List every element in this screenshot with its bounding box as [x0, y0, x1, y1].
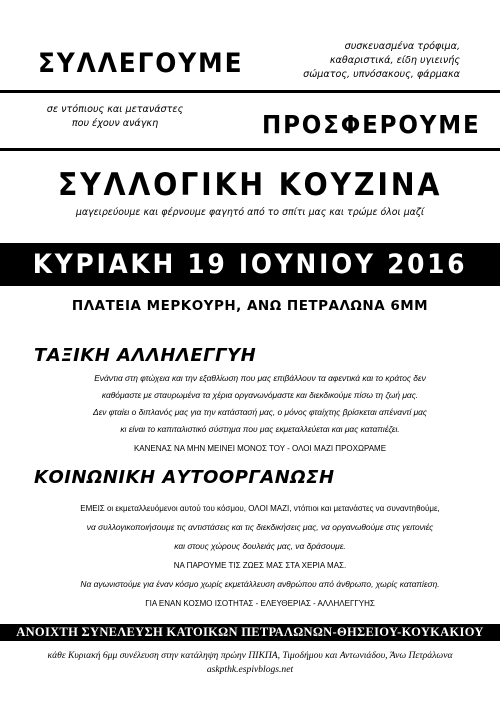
- solidarity-line-1: Ενάντια στη φτώχεια και την εξαθλίωση που μας επιβάλλουν τα αφεντικά και το κράτος δεν: [94, 373, 426, 383]
- selforg-line-2: να συλλογικοποιήσουμε τις αντιστάσεις και τις διεκδικήσεις μας, να οργανωθούμε στις γειτονιές: [86, 522, 434, 532]
- collect-items-line-3: σώματος, υπνόσακους, φάρμακα: [303, 69, 460, 80]
- solidarity-body: [30, 370, 490, 457]
- offer-recipients: [30, 103, 200, 131]
- assembly-banner: [0, 624, 500, 641]
- selforg-line-1: ΕΜΕΙΣ οι εκμεταλλευόμενοι αυτού του κόσμου, ΟΛΟΙ ΜΑΖΙ, ντόπιοι και μετανάστες να συναντηθούμε,: [80, 504, 440, 513]
- offer-recipients-line-1: σε ντόπιους και μετανάστες: [46, 104, 184, 115]
- assembly-name: ΑΝΟΙΧΤΗ ΣΥΝΕΛΕΥΣΗ ΚΑΤΟΙΚΩΝ ΠΕΤΡΑΛΩΝΩΝ-ΘΗΣΕΙΟΥ-ΚΟΥΚΑΚΙΟΥ: [16, 625, 484, 639]
- solidarity-heading: ΤΑΞΙΚΗ ΑΛΛΗΛΕΓΓΥΗ: [34, 345, 257, 366]
- selforg-line-3: και στους χώρους δουλειάς μας, να δράσουμε.: [174, 541, 346, 551]
- solidarity-slogan: ΚΑΝΕΝΑΣ ΝΑ ΜΗΝ ΜΕΙΝΕΙ ΜΟΝΟΣ ΤΟΥ - ΟΛΟΙ ΜΑΖΙ ΠΡΟΧΩΡΑΜΕ: [133, 444, 387, 453]
- event-location: ΠΛΑΤΕΙΑ ΜΕΡΚΟΥΡΗ, ΑΝΩ ΠΕΤΡΑΛΩΝΑ 6ΜΜ: [71, 298, 429, 314]
- selforg-line-after: Να αγωνιστούμε για έναν κόσμο χωρίς εκμετάλλευση ανθρώπου από άνθρωπο, χωρίς καταπίεση.: [80, 579, 440, 589]
- offer-recipients-line-2: που έχουν ανάγκη: [71, 118, 159, 129]
- second-divider-line: [0, 148, 500, 151]
- offer-title: ΠΡΟΣΦΕΡΟΥΜΕ: [262, 110, 481, 139]
- collect-items: [280, 40, 460, 82]
- solidarity-line-2: καθόμαστε με σταυρωμένα τα χέρια οργανωνόμαστε και διεκδικούμε πίσω τη ζωή μας.: [101, 390, 419, 400]
- event-date: ΚΥΡΙΑΚΗ 19 ΙΟΥΝΙΟΥ 2016: [32, 249, 468, 280]
- kitchen-title: ΣΥΛΛΟΓΙΚΗ ΚΟΥΖΙΝΑ: [57, 167, 443, 203]
- solidarity-line-3: Δεν φταίει ο διπλανός μας για την κατάστασή μας, ο μόνος φταίχτης βρίσκεται απέναντί μας: [92, 407, 428, 417]
- kitchen-subtitle: μαγειρεύουμε και φέρνουμε φαγητό από το σπίτι μας και τρώμε όλοι μαζί: [75, 207, 425, 218]
- solidarity-line-4: κι είναι το καπιταλιστικό σύστημα που μας εκμεταλλεύεται και μας καταπιέζει.: [120, 424, 400, 434]
- collect-items-line-1: συσκευασμένα τρόφιμα,: [344, 41, 460, 52]
- collect-title: ΣΥΛΛΕΓΟΥΜΕ: [38, 48, 244, 79]
- top-divider-line: [0, 90, 500, 93]
- meeting-info: κάθε Κυριακή 6μμ συνέλευση στην κατάληψη πρώην ΠΙΚΠΑ, Τιμοδήμου και Αντωνιάδου, Άνω Πετράλωνα: [47, 650, 453, 661]
- date-banner: [0, 243, 500, 286]
- collect-items-line-2: καθαριστικά, είδη υγιεινής: [329, 55, 460, 66]
- selforg-heading: ΚΟΙΝΩΝΙΚΗ ΑΥΤΟΟΡΓΑΝΩΣΗ: [34, 467, 335, 488]
- selforg-slogan: ΓΙΑ ΕΝΑΝ ΚΟΣΜΟ ΙΣΟΤΗΤΑΣ - ΕΛΕΥΘΕΡΙΑΣ - ΑΛΛΗΛΕΓΓΥΗΣ: [145, 599, 375, 608]
- selforg-body: [30, 499, 490, 613]
- blog-link[interactable]: askpthk.espivblogs.net: [206, 664, 294, 675]
- selforg-caps-line: ΝΑ ΠΑΡΟΥΜΕ ΤΙΣ ΖΩΕΣ ΜΑΣ ΣΤΑ ΧΕΡΙΑ ΜΑΣ.: [173, 561, 347, 570]
